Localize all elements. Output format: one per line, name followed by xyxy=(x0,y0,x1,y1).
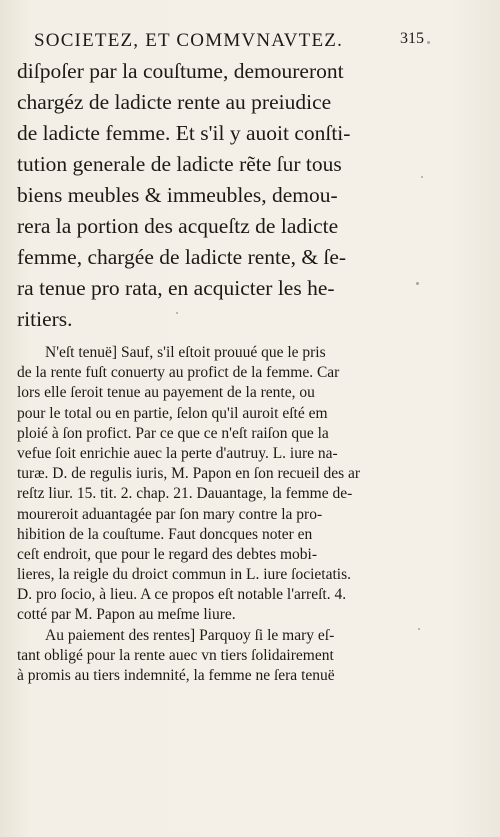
main-text-line: chargéz de ladicte rente au preiudice xyxy=(17,90,332,114)
commentary-line: N'eſt tenuë] Sauf, s'il eſtoit prouué que le pris xyxy=(45,344,326,361)
main-text-line: biens meubles & immeubles, demou- xyxy=(17,183,338,207)
main-text-line: rera la portion des acqueſtz de ladicte xyxy=(17,214,339,238)
main-text-line: ra tenue pro rata, en acquicter les he- xyxy=(17,276,335,300)
ink-speck xyxy=(418,628,420,630)
ink-speck xyxy=(416,282,419,285)
commentary-block xyxy=(17,343,417,686)
commentary-line: moureroit aduantagée par ſon mary contre la pro- xyxy=(17,505,323,523)
ink-speck xyxy=(421,176,423,178)
page-header xyxy=(34,30,424,54)
commentary-line: cotté par M. Papon au meſme liure. xyxy=(17,606,236,624)
commentary-line: lieres, la reigle du droict commun in L. iure ſocietatis. xyxy=(17,566,352,584)
commentary-line: D. pro ſocio, à lieu. A ce propos eſt notable l'arreſt. 4. xyxy=(17,586,347,604)
commentary-line: de la rente fuſt conuerty au profict de la femme. Car xyxy=(17,364,340,382)
commentary-line: reſtz liur. 15. tit. 2. chap. 21. Dauantage, la femme de- xyxy=(17,485,353,503)
main-text-line: tution generale de ladicte rẽte ſur tous xyxy=(17,152,342,176)
commentary-line: vefue ſoit enrichie auec la perte d'autruy. L. iure na- xyxy=(17,444,338,462)
main-text-block xyxy=(17,56,412,335)
commentary-line: lors elle ſeroit tenue au payement de la rente, ou xyxy=(17,384,315,402)
commentary-line: tant obligé pour la rente auec vn tiers ſolidairement xyxy=(17,646,334,664)
running-title: SOCIETEZ, ET COMMVNAVTEZ. xyxy=(34,30,344,51)
commentary-line: à promis au tiers indemnité, la femme ne ſera tenuë xyxy=(17,667,335,684)
commentary-line: turæ. D. de regulis iuris, M. Papon en ſon recueil des ar xyxy=(17,465,361,483)
commentary-line: ceſt endroit, que pour le regard des debtes mobi- xyxy=(17,545,317,563)
ink-speck xyxy=(427,41,430,44)
main-text-line: ritiers. xyxy=(17,307,73,331)
commentary-line: pour le total ou en partie, ſelon qu'il auroit eſté em xyxy=(17,404,328,422)
main-text-line: diſpoſer par la couſtume, demoureront xyxy=(17,59,344,83)
main-text-line: de ladicte femme. Et s'il y auoit conſti- xyxy=(17,121,351,145)
main-text-line: femme, chargée de ladicte rente, & ſe- xyxy=(17,245,347,269)
commentary-line: hibition de la couſtume. Faut doncques noter en xyxy=(17,525,313,543)
ink-speck xyxy=(176,312,178,314)
commentary-line: Au paiement des rentes] Parquoy ſi le mary eſ- xyxy=(45,626,335,644)
page-number: 315 xyxy=(400,30,424,47)
commentary-line: ploié à ſon profict. Par ce que ce n'eſt raiſon que la xyxy=(17,424,329,442)
